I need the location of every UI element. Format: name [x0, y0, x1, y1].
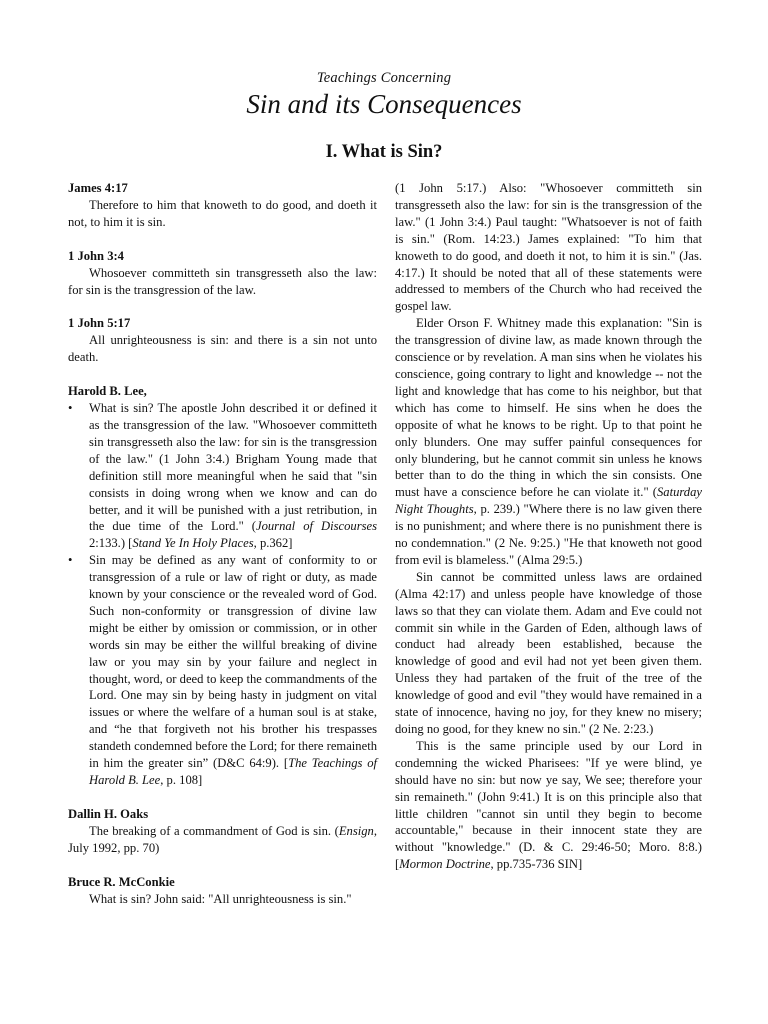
john-5-17-quote [68, 315, 377, 366]
right-paragraph-4: This is the same principle used by our Lord in condemning the wicked Pharisees: "If ye were blind, ye should have no sin: but now ye say, We see; therefore your sin remaineth." (John 9:41.) It is on this principle also that little children "cannot sin until they begin to become accountable," because in their innocent state they are without "knowledge." (D. & C. 29:46-50; Moro. 8:8.) [Mormon Doctrine, pp.735-736 SIN] [395, 738, 702, 872]
bruce-mcconkie-quote [68, 874, 377, 908]
john-3-4-reference: 1 John 3:4 [68, 248, 124, 263]
john-3-4-text: Whosoever committeth sin transgresseth also the law: for sin is the transgression of the law. [68, 265, 377, 297]
james-reference: James 4:17 [68, 181, 128, 195]
dallin-oaks-name: Dallin H. Oaks [68, 806, 149, 821]
document-subtitle: Teachings Concerning [316, 70, 452, 86]
right-paragraph-2: Elder Orson F. Whitney made this explanation: "Sin is the transgression of divine law, as made known through the conscience or by revelation. A man sins when he violates his conscience, going contrary to light and knowledge -- not the light and knowledge that has come to his neighbor, but that which has come to himself. He sins when he does the opposite of what he knows to be right. Up to that point he only blunders. One may suffer painful consequences for only blundering, but he cannot commit sin unless he knows better than to do the thing in which the sin consists. One must have a conscience before he can violate it." (Saturday Night Thoughts, p. 239.) "Where there is no law given there is no punishment; and where there is no punishment there is no condemnation." (2 Ne. 9:25.) "He that knoweth not good from evil is blameless." (Alma 29:5.) [395, 316, 702, 567]
harold-lee-name: Harold B. Lee, [68, 384, 147, 399]
john-3-4-quote [68, 248, 377, 299]
bullet-glyph: • [68, 401, 73, 416]
harold-lee-quote-2: Sin may be defined as any want of conformity to or transgression of a rule or law of right or duty, as made known by your conscience or the revealed word of God. Such non-conformity or transgression of divine law might be either by omission or commission, or in other words sin may be either the willful breaking of divine law or you may sin by your failure and neglect in thought, word, or deed to keep the commandments of the Lord. One may sin by being hasty in judgment on vital issues or where the welfare of a human soul is at stake, and “he that forgiveth not his brother his trespasses standeth condemned before the Lord; for there remaineth in him the greater sin” (D&C 64:9). [The Teachings of Harold B. Lee, p. 108] [89, 553, 377, 787]
harold-lee-quote-1: What is sin? The apostle John described it or defined it as the transgression of the law. "Whosoever committeth sin transgresseth also the law: for sin is the transgression of the law." (1 John 3:4.) Brigham Young made that definition still more meaningful when he said that "sin consists in doing wrong when we know and can do better, and it will be punished with a just retribution, in the due time of the Lord." (Journal of Discourses 2:133.) [Stand Ye In Holy Places, p.362] [89, 401, 377, 551]
john-5-17-text: All unrighteousness is sin: and there is a sin not unto death. [68, 333, 377, 365]
harold-lee-quotes [68, 383, 377, 789]
bullet-item [68, 552, 377, 789]
bruce-mcconkie-text: What is sin? John said: "All unrighteousness is sin." [89, 891, 352, 906]
left-column [68, 180, 377, 907]
dallin-oaks-quote [68, 806, 377, 857]
james-quote [68, 180, 377, 231]
right-column [395, 180, 702, 873]
john-5-17-reference: 1 John 5:17 [68, 316, 131, 331]
james-text: Therefore to him that knoweth to do good, and doeth it not, to him it is sin. [68, 197, 377, 229]
document-title: Sin and its Consequences [246, 89, 522, 119]
dallin-oaks-text: The breaking of a commandment of God is sin. (Ensign, July 1992, pp. 70) [68, 823, 377, 855]
bruce-mcconkie-name: Bruce R. McConkie [68, 874, 175, 889]
bullet-glyph: • [68, 553, 73, 568]
right-paragraph-3: Sin cannot be committed unless laws are ordained (Alma 42:17) and unless people have knowledge of those laws so that they can violate them. Adam and Eve could not commit sin while in the Garden of Eden, although laws of conduct had already been established, because the knowledge of good and evil had not yet been given them. Unless they had partaken of the fruit of the tree of the knowledge of good and evil "they would have remained in a state of innocence, having no joy, for they knew no misery; doing no good, for they knew no sin." (2 Ne. 2:23.) [395, 569, 702, 736]
bullet-item [68, 400, 377, 552]
section-heading: I. What is Sin? [325, 142, 443, 162]
right-paragraph-1: (1 John 5:17.) Also: "Whosoever committeth sin transgresseth also the law: for sin is the transgression of the law." (1 John 3:4.) Paul taught: "Whatsoever is not of faith is sin." (Rom. 14:23.) James explained: "To him that knoweth to do good, and doeth it not, to him it is sin." (Jas. 4:17.) It should be noted that all of these statements were addressed to members of the Church who had received the gospel law. [395, 181, 702, 314]
